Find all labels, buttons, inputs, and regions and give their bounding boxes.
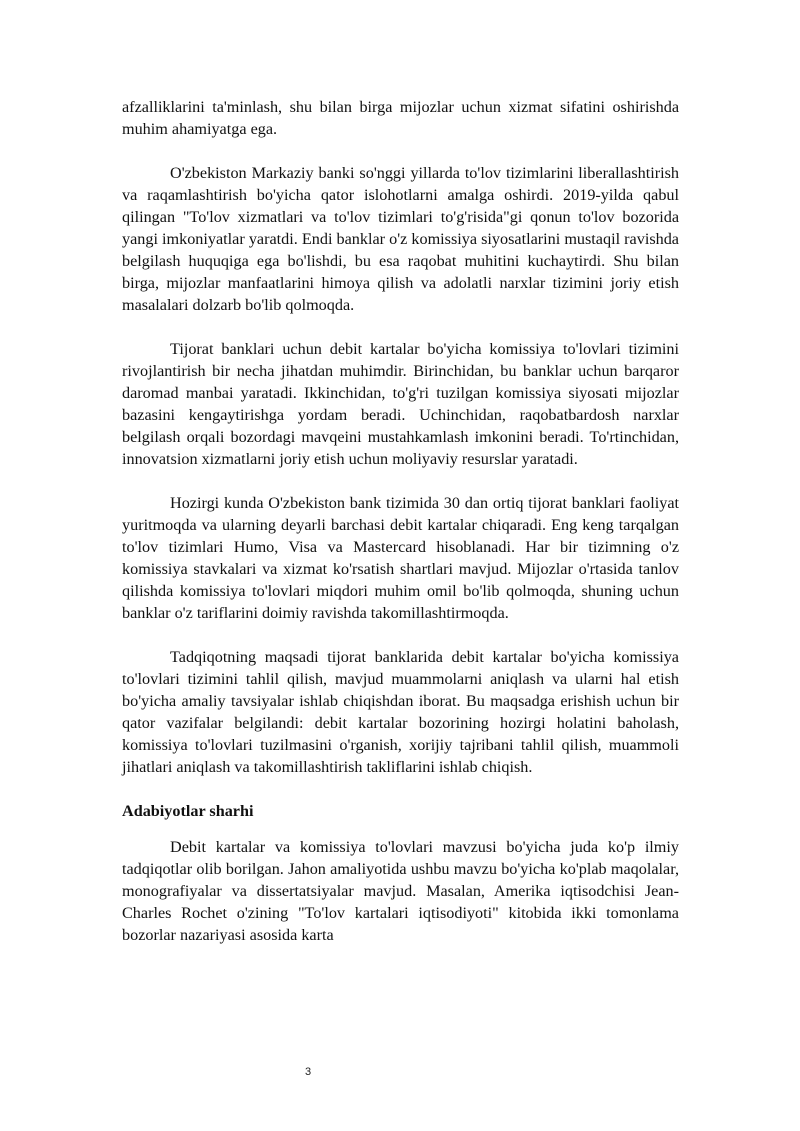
document-page <box>122 96 679 968</box>
paragraph-commission-importance: Tijorat banklari uchun debit kartalar bo'yicha komissiya to'lovlari tizimini rivojlantirish bir necha jihatdan muhimdir. Birinchidan, bu banklar uchun barqaror daromad manbai yaratadi. Ikkinchidan, to'g'ri tuzilgan komissiya siyosati mijozlar bazasini kengaytirishga yordam beradi. Uchinchidan, raqobatbardosh narxlar belgilash orqali bozordagi mavqeini mustahkamlash imkonini beradi. To'rtinchidan, innovatsion xizmatlarni joriy etish uchun moliyaviy resurslar yaratadi. <box>122 340 679 468</box>
section-heading-literature: Adabiyotlar sharhi <box>122 802 254 820</box>
paragraph-research-goal: Tadqiqotning maqsadi tijorat banklarida debit kartalar bo'yicha komissiya to'lovlari tizimini tahlil qilish, mavjud muammolarni aniqlash va ularni hal etish bo'yicha amaliy tavsiyalar ishlab chiqishdan iborat. Bu maqsadga erishish uchun bir qator vazifalar belgilandi: debit kartalar bozorining hozirgi holatini baholash, komissiya to'lovlari tuzilmasini o'rganish, xorijiy tajribani tahlil qilish, muammoli jihatlari aniqlash va takomillashtirish takliflarini ishlab chiqish. <box>122 648 679 776</box>
paragraph-banking-system: Hozirgi kunda O'zbekiston bank tizimida 30 dan ortiq tijorat banklari faoliyat yuritmoqda va ularning deyarli barchasi debit kartalar chiqaradi. Eng keng tarqalgan to'lov tizimlari Humo, Visa va Mastercard hisoblanadi. Har bir tizimning o'z komissiya stavkalari va xizmat ko'rsatish shartlari mavjud. Mijozlar o'rtasida tanlov qilishda komissiya to'lovlari miqdori muhim omil bo'lib qolmoqda, shuning uchun banklar o'z tariflarini doimiy ravishda takomillashtirmoqda. <box>122 494 679 622</box>
page-number: 3 <box>304 1066 312 1078</box>
paragraph-continuation: afzalliklarini ta'minlash, shu bilan birga mijozlar uchun xizmat sifatini oshirishda muhim ahamiyatga ega. <box>122 98 679 138</box>
paragraph-literature-review: Debit kartalar va komissiya to'lovlari mavzusi bo'yicha juda ko'p ilmiy tadqiqotlar olib borilgan. Jahon amaliyotida ushbu mavzu bo'yicha ko'plab maqolalar, monografiyalar va dissertatsiyalar mavjud. Masalan, Amerika iqtisodchisi Jean-Charles Rochet o'zining "To'lov kartalari iqtisodiyoti" kitobida ikki tomonlama bozorlar nazariyasi asosida karta <box>122 838 679 944</box>
paragraph-central-bank-reforms: O'zbekiston Markaziy banki so'nggi yillarda to'lov tizimlarini liberallashtirish va raqamlashtirish bo'yicha qator islohotlarni amalga oshirdi. 2019-yilda qabul qilingan "To'lov xizmatlari va to'lov tizimlari to'g'risida"gi qonun to'lov bozorida yangi imkoniyatlar yaratdi. Endi banklar o'z komissiya siyosatlarini mustaqil ravishda belgilash huquqiga ega bo'lishdi, bu esa raqobat muhitini kuchaytirdi. Shu bilan birga, mijozlar manfaatlarini himoya qilish va adolatli narxlar tizimini joriy etish masalalari dolzarb bo'lib qolmoqda. <box>122 164 679 314</box>
